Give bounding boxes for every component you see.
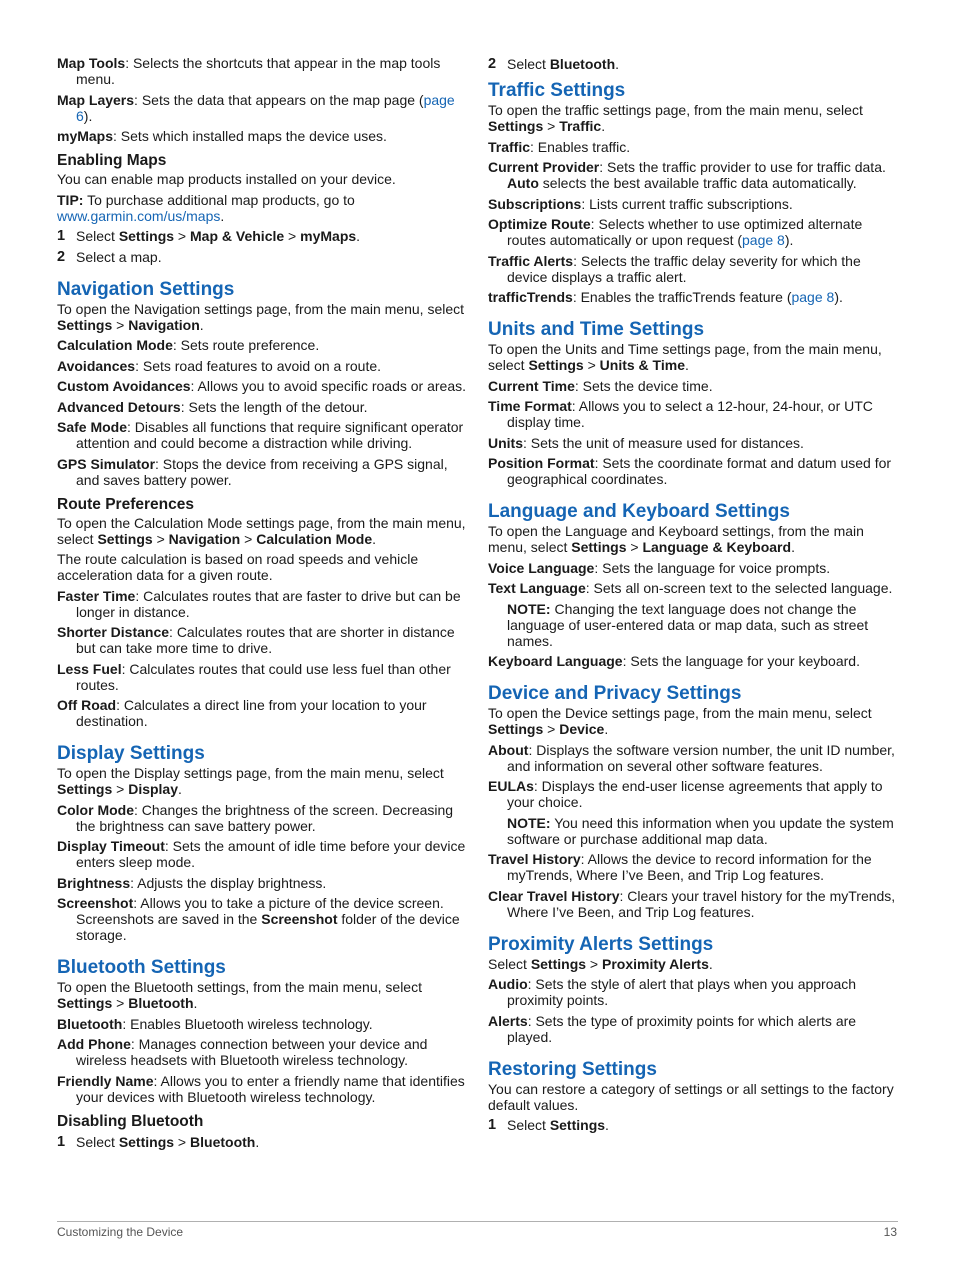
traffic-intro: To open the traffic settings page, from the main menu, select Settings > Traffic. [488,102,863,134]
proximity-intro: Select Settings > Proximity Alerts. [488,955,713,972]
clear-travel-history-def: Clear Travel History: Clears your travel history for the myTrends, Where I’ve Been, and Trip Log features. [488,887,896,920]
shorter-distance-def: Shorter Distance: Calculates routes that are shorter in distance but can take more time to drive. [57,624,455,656]
page-number: 13 [883,1225,897,1239]
display-settings-heading: Display Settings [57,743,205,764]
display-timeout-def: Display Timeout: Sets the amount of idle time before your device enters sleep mode. [57,838,466,870]
route-preferences-intro: To open the Calculation Mode settings page, from the main menu, select Settings > Navigation > Calculation Mode. [57,514,466,547]
bluetooth-settings-heading: Bluetooth Settings [57,957,226,978]
language-keyboard-settings-heading: Language and Keyboard Settings [488,501,790,522]
proximity-alerts-settings-heading: Proximity Alerts Settings [488,933,714,955]
device-privacy-settings-heading: Device and Privacy Settings [488,683,742,704]
display-intro: To open the Display settings page, from the main menu, select Settings > Display. [57,765,444,797]
travel-history-def: Travel History: Allows the device to record information for the myTrends, Where I’ve Been, and Trip Log features. [488,851,872,883]
off-road-def: Off Road: Calculates a direct line from your location to your destination. [57,697,427,729]
map-layers-def: Map Layers: Sets the data that appears on the map page (page 6). [57,91,455,124]
units-intro: To open the Units and Time settings page, from the main menu, select Settings > Units & Time. [488,341,882,373]
faster-time-def: Faster Time: Calculates routes that are faster to drive but can be longer in distance. [57,587,461,620]
footer-divider [57,1221,898,1222]
keyboard-language-def: Keyboard Language: Sets the language for your keyboard. [488,653,860,669]
route-preferences-heading: Route Preferences [57,495,194,513]
language-intro: To open the Language and Keyboard settings, from the main menu, select Settings > Language & Keyboard. [488,523,864,555]
mymaps-def: myMaps: Sets which installed maps the device uses. [57,128,387,144]
footer-section-title: Customizing the Device [57,1225,184,1239]
restoring-step-1: 1 Select Settings. [488,1117,609,1133]
add-phone-def: Add Phone: Manages connection between your device and wireless headsets with Bluetooth wireless technology. [57,1036,428,1068]
device-note: NOTE: You need this information when you update the system software or purchase additional map data. [507,814,894,847]
map-tools-def: Map Tools: Selects the shortcuts that appear in the map tools menu. [57,55,441,87]
enabling-maps-heading: Enabling Maps [57,152,167,169]
current-provider-def: Current Provider: Sets the traffic provider to use for traffic data. Auto selects the best available traffic data automatically. [488,159,886,191]
traffic-def: Traffic: Enables traffic. [488,138,631,155]
friendly-name-def: Friendly Name: Allows you to enter a friendly name that identifies your devices with Bluetooth wireless technology. [57,1072,465,1105]
bluetooth-def: Bluetooth: Enables Bluetooth wireless technology. [57,1015,373,1032]
advanced-detours-def: Advanced Detours: Sets the length of the detour. [57,398,368,415]
current-time-def: Current Time: Sets the device time. [488,377,713,394]
traffic-alerts-def: Traffic Alerts: Selects the traffic delay severity for which the device displays a traffic alert. [488,252,861,285]
restoring-settings-heading: Restoring Settings [488,1058,657,1080]
enabling-maps-step-1: 1 Select Settings > Map & Vehicle > myMaps. [57,228,361,244]
gps-simulator-def: GPS Simulator: Stops the device from receiving a GPS signal, and saves battery power. [57,455,448,488]
units-def: Units: Sets the unit of measure used for distances. [488,434,804,451]
voice-language-def: Voice Language: Sets the language for voice prompts. [488,559,831,576]
custom-avoidances-def: Custom Avoidances: Allows you to avoid specific roads or areas. [57,378,467,394]
optimize-route-def: Optimize Route: Selects whether to use optimized alternate routes automatically or upon request (page 8). [488,216,863,248]
restoring-intro: You can restore a category of settings or all settings to the factory default values. [488,1080,894,1113]
bluetooth-intro: To open the Bluetooth settings, from the main menu, select Settings > Bluetooth. [57,979,422,1011]
calculation-mode-def: Calculation Mode: Sets route preference. [57,337,320,353]
route-calculation-para: The route calculation is based on road speeds and vehicle acceleration data for a given route. [57,551,419,583]
screenshot-def: Screenshot: Allows you to take a picture of the device screen. Screenshots are saved in the Screenshot folder of the device storage. [57,895,460,943]
position-format-def: Position Format: Sets the coordinate format and datum used for geographical coordinates. [488,455,892,487]
traffictrends-def: trafficTrends: Enables the trafficTrends feature (page 8). [488,289,843,305]
disabling-bluetooth-step-1: 1 Select Settings > Bluetooth. [57,1133,260,1150]
navigation-settings-heading: Navigation Settings [57,278,235,300]
safe-mode-def: Safe Mode: Disables all functions that require significant operator attention and could become a distraction while driving. [57,419,464,451]
page-8-link[interactable]: page 8 [791,289,835,305]
garmin-maps-link[interactable]: www.garmin.com/us/maps [57,207,221,224]
enabling-maps-intro: You can enable map products installed on your device. [57,171,396,187]
page-8-link[interactable]: page 8 [742,232,785,248]
device-intro: To open the Device settings page, from the main menu, select Settings > Device. [488,705,872,737]
navigation-intro: To open the Navigation settings page, from the main menu, select Settings > Navigation. [57,300,465,333]
avoidances-def: Avoidances: Sets road features to avoid on a route. [57,357,382,374]
disabling-bluetooth-heading: Disabling Bluetooth [57,1112,204,1130]
language-note: NOTE: Changing the text language does not change the language of user-entered data or map data, such as street names. [507,600,869,649]
tip: TIP: To purchase additional map products, go to www.garmin.com/us/maps. [57,191,355,224]
brightness-def: Brightness: Adjusts the display brightness. [57,874,327,891]
eulas-def: EULAs: Displays the end-user license agreements that apply to your choice. [488,778,883,810]
units-time-settings-heading: Units and Time Settings [488,319,705,340]
audio-def: Audio: Sets the style of alert that plays when you approach proximity points. [488,976,857,1008]
traffic-settings-heading: Traffic Settings [488,80,626,101]
alerts-def: Alerts: Sets the type of proximity points for which alerts are played. [488,1012,857,1045]
right-column [488,55,898,1138]
left-column [57,55,467,1154]
page-6-link[interactable]: page 6 [76,91,455,124]
enabling-maps-step-2: 2 Select a map. [57,248,162,265]
less-fuel-def: Less Fuel: Calculates routes that could use less fuel than other routes. [57,660,451,693]
time-format-def: Time Format: Allows you to select a 12-hour, 24-hour, or UTC display time. [488,398,873,430]
subscriptions-def: Subscriptions: Lists current traffic subscriptions. [488,195,793,212]
color-mode-def: Color Mode: Changes the brightness of the screen. Decreasing the brightness can save battery power. [57,801,454,834]
text-language-def: Text Language: Sets all on-screen text to the selected language. [488,580,893,596]
disabling-bluetooth-step-2: 2 Select Bluetooth. [488,56,620,72]
about-def: About: Displays the software version number, the unit ID number, and information on several other software features. [488,741,895,774]
